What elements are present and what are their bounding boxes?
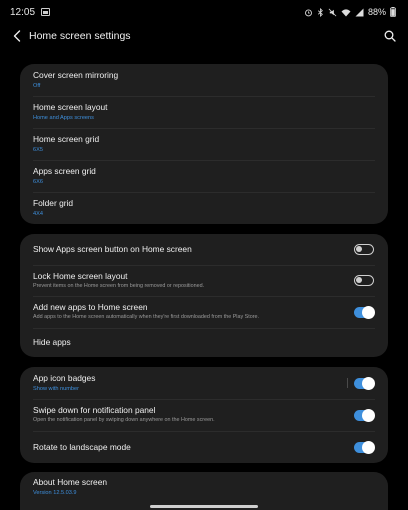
rotate-landscape-item[interactable] — [20, 431, 388, 463]
item-value: 4X4 — [33, 211, 43, 217]
home-screen-layout-item[interactable] — [20, 96, 388, 128]
lock-layout-toggle[interactable] — [354, 275, 374, 286]
gallery-notification-icon — [41, 8, 50, 16]
signal-icon — [355, 8, 364, 17]
about-home-screen-item[interactable] — [20, 472, 388, 502]
item-title: Show Apps screen button on Home screen — [33, 244, 192, 254]
search-icon — [384, 30, 396, 42]
item-value: Off — [33, 83, 41, 89]
battery-icon — [390, 7, 396, 17]
wifi-icon — [341, 8, 351, 17]
item-title: Cover screen mirroring — [33, 70, 119, 80]
lock-layout-item[interactable] — [20, 265, 388, 296]
item-title: Hide apps — [33, 337, 71, 347]
item-title: About Home screen — [33, 477, 108, 487]
toggle-knob — [356, 246, 362, 252]
folder-grid-item[interactable] — [20, 192, 388, 224]
app-icon-badges-toggle[interactable] — [354, 378, 374, 389]
item-value: 6X6 — [33, 179, 43, 185]
home-options-card — [20, 234, 388, 357]
mute-icon — [328, 8, 337, 17]
item-description: Prevent items on the Home screen from being removed or repositioned. — [33, 282, 205, 289]
hide-apps-item[interactable] — [20, 328, 388, 357]
item-title: Swipe down for notification panel — [33, 405, 156, 416]
item-value: Version 12.5.03.9 — [33, 490, 77, 496]
bluetooth-icon — [317, 8, 324, 17]
status-bar — [0, 0, 408, 24]
item-title: Lock Home screen layout — [33, 270, 128, 281]
item-title: Home screen grid — [33, 134, 100, 144]
swipe-down-notification-item[interactable] — [20, 399, 388, 431]
vertical-divider — [347, 378, 348, 388]
add-new-apps-item[interactable] — [20, 296, 388, 328]
toggle-knob — [362, 409, 375, 422]
toggle-knob — [356, 277, 362, 283]
add-new-apps-toggle[interactable] — [354, 307, 374, 318]
toggle-knob — [362, 306, 375, 319]
toggle-knob — [362, 377, 375, 390]
item-title: Apps screen grid — [33, 166, 96, 176]
item-title: Home screen layout — [33, 102, 108, 112]
swipe-down-notification-toggle[interactable] — [354, 410, 374, 421]
rotate-landscape-toggle[interactable] — [354, 442, 374, 453]
item-title: Rotate to landscape mode — [33, 441, 131, 452]
item-value: Show with number — [33, 386, 80, 392]
alarm-icon — [304, 8, 313, 17]
cover-screen-mirroring-item[interactable] — [20, 64, 388, 96]
battery-level: 88% — [367, 7, 386, 17]
item-title: Folder grid — [33, 198, 74, 208]
item-description: Add apps to the Home screen automatically when they're first downloaded from the Play Store. — [33, 314, 260, 321]
page-title: Home screen settings — [29, 30, 131, 42]
item-title: Add new apps to Home screen — [33, 302, 148, 313]
app-bar — [0, 24, 408, 48]
show-apps-button-item[interactable] — [20, 234, 388, 265]
toggle-knob — [362, 441, 375, 454]
badges-card — [20, 367, 388, 463]
item-title: App icon badges — [33, 373, 96, 383]
app-icon-badges-item[interactable] — [20, 367, 388, 399]
show-apps-button-toggle[interactable] — [354, 244, 374, 255]
back-button[interactable] — [2, 24, 32, 48]
status-time: 12:05 — [10, 6, 36, 18]
search-button[interactable] — [380, 26, 400, 46]
item-description: Open the notification panel by swiping down anywhere on the Home screen. — [33, 417, 215, 424]
item-value: 6X5 — [33, 147, 43, 153]
home-screen-grid-item[interactable] — [20, 128, 388, 160]
apps-screen-grid-item[interactable] — [20, 160, 388, 192]
item-value: Home and Apps screens — [33, 115, 94, 121]
layout-settings-card — [20, 64, 388, 224]
home-indicator[interactable] — [150, 505, 258, 508]
chevron-left-icon — [13, 30, 21, 42]
